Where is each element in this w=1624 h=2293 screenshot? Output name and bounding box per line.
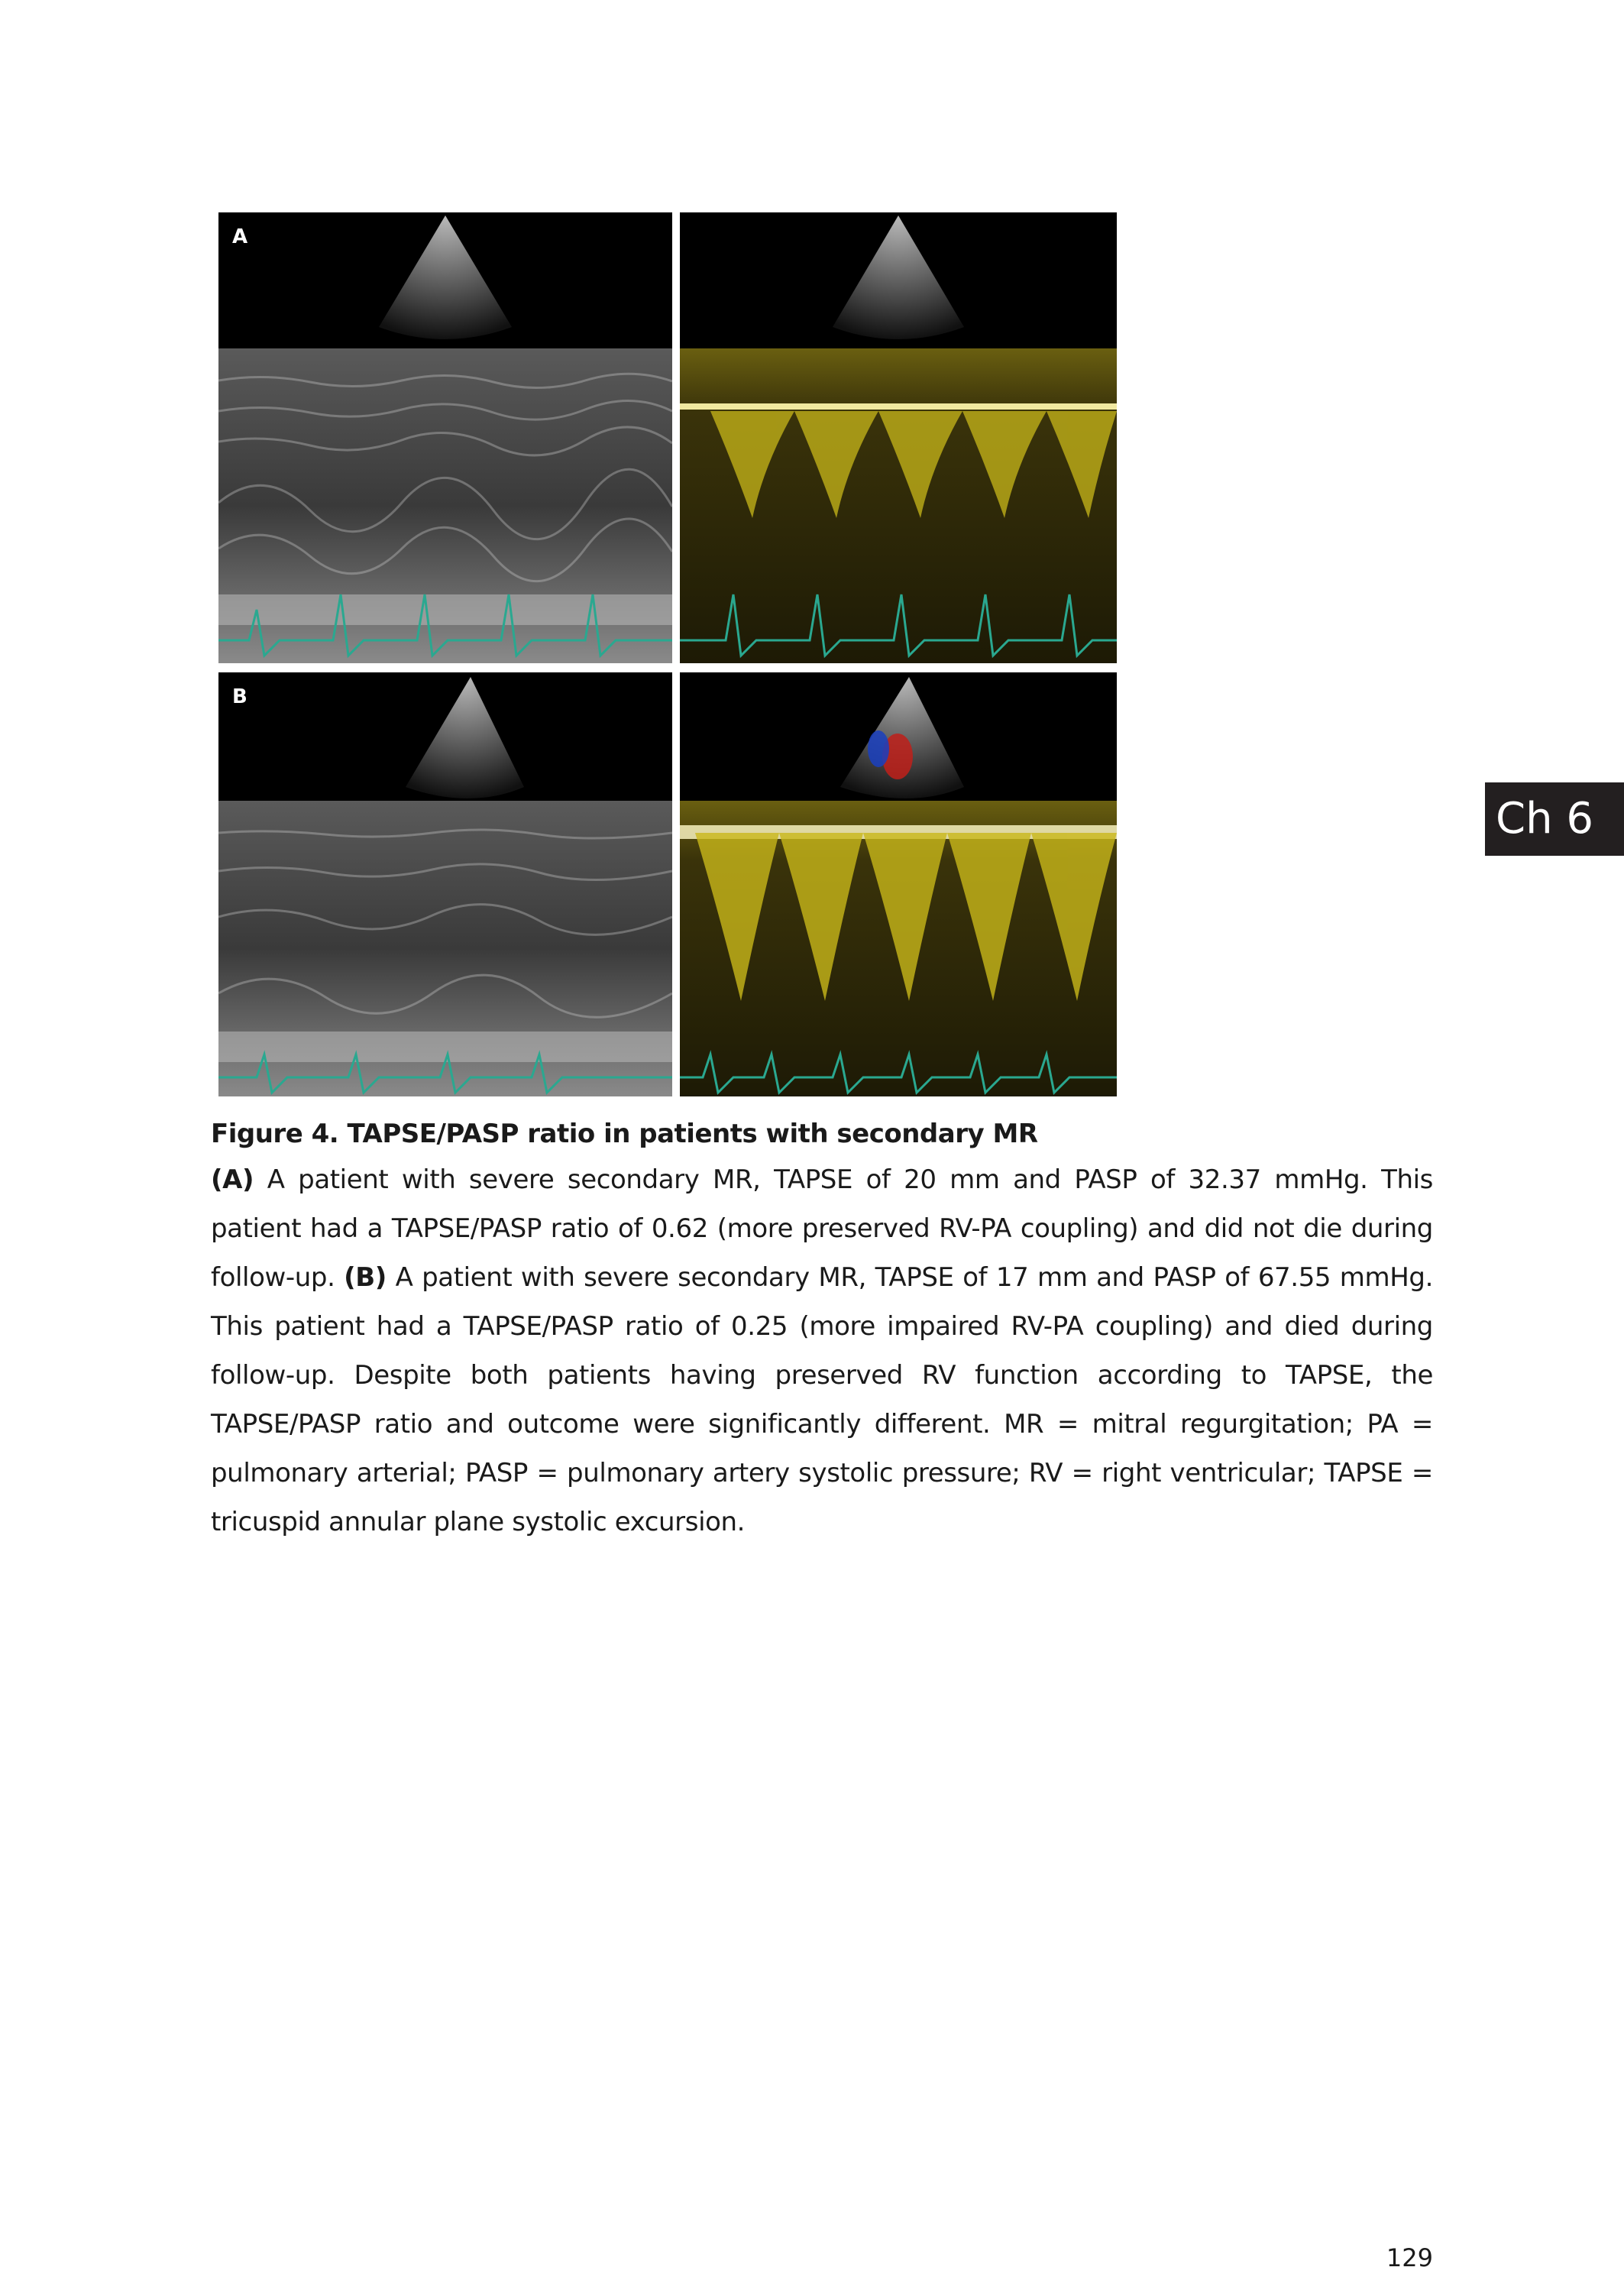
mmode-image-b	[218, 672, 672, 1096]
caption-label-b: (B)	[344, 1262, 387, 1293]
panel-letter-b: B	[232, 685, 247, 708]
panel-b-doppler	[680, 672, 1117, 1096]
caption-text-a: A patient with severe secondary MR, TAPSE of 20 mm and PASP of 32.37 mmHg. This patient had a TAPSE/PASP ratio of 0.62 (more preserved RV-PA coupling) and did not die during follow-up.	[211, 1164, 1433, 1293]
panel-a-mmode	[218, 212, 672, 663]
page-number: 129	[1386, 2243, 1433, 2272]
panel-a-doppler	[680, 212, 1117, 663]
figure-caption	[211, 1117, 1433, 1546]
caption-title: Figure 4. TAPSE/PASP ratio in patients with secondary MR	[211, 1119, 1038, 1149]
echo-figure	[218, 212, 1117, 1096]
chapter-tab: Ch 6	[1485, 782, 1624, 856]
caption-text-b: A patient with severe secondary MR, TAPSE of 17 mm and PASP of 67.55 mmHg. This patient had a TAPSE/PASP ratio of 0.25 (more impaired RV-PA coupling) and died during follow-up. Despite both patients having preserved RV function according to TAPSE, the TAPSE/PASP ratio and outcome were significantly different. MR = mitral regurgitation; PA = pulmonary arterial; PASP = pulmonary artery systolic pressure; RV = right ventricular; TAPSE = tricuspid annular plane systolic excursion.	[211, 1262, 1434, 1537]
doppler-image-b	[680, 672, 1117, 1096]
caption-label-a: (A)	[211, 1164, 254, 1195]
panel-b-mmode	[218, 672, 672, 1096]
mmode-image-a	[218, 212, 672, 663]
caption-body	[211, 1155, 1433, 1546]
doppler-image-a	[680, 212, 1117, 663]
panel-letter-a: A	[232, 225, 248, 248]
